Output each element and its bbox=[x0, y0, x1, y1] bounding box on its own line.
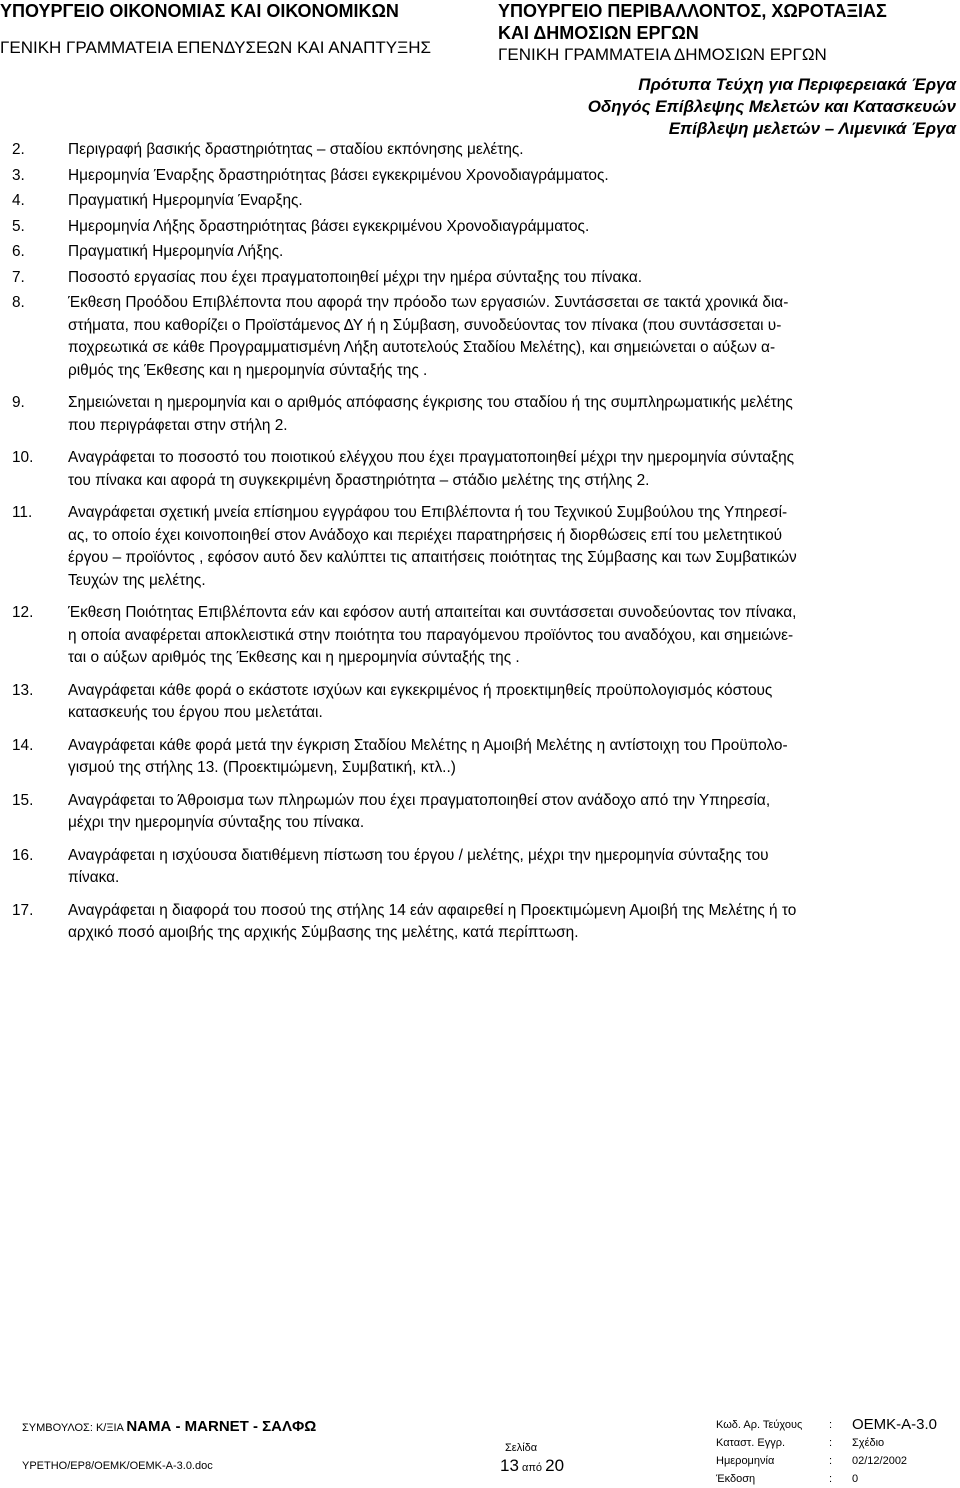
list-item bbox=[12, 735, 958, 780]
item-text-line: μέχρι την ημερομηνία σύνταξης του πίνακα. bbox=[68, 814, 365, 831]
list-item bbox=[12, 241, 958, 264]
item-text-line: Σημειώνεται η ημερομηνία και ο αριθμός απόφασης έγκρισης του σταδίου ή της συμπληρωματικής μελέτης bbox=[68, 394, 793, 411]
item-number: 8. bbox=[12, 294, 25, 311]
meta-colon: : bbox=[829, 1437, 833, 1449]
item-text-line: Αναγράφεται κάθε φορά ο εκάστοτε ισχύων και εγκεκριμένος ή προεκτιμηθείς προϋπολογισμός κόστους bbox=[68, 681, 773, 699]
secretariat-left: ΓΕΝΙΚΗ ΓΡΑΜΜΑΤΕΙΑ ΕΠΕΝΔΥΣΕΩΝ ΚΑΙ ΑΝΑΠΤΥΞΗΣ bbox=[0, 38, 431, 57]
item-text: Περιγραφή βασικής δραστηριότητας – σταδίου εκπόνησης μελέτης. bbox=[68, 141, 524, 158]
item-text-line: Τευχών της μελέτης. bbox=[68, 571, 206, 589]
item-number: 11. bbox=[12, 504, 33, 521]
meta-row bbox=[716, 1452, 956, 1470]
item-text-line: στήματα, που καθορίζει ο Προϊστάμενος ΔΥ ή η Σύμβαση, συνοδεύοντας τον πίνακα (που συντάσσεται υ- bbox=[68, 316, 782, 334]
list-item bbox=[12, 139, 958, 162]
list-item bbox=[12, 447, 958, 492]
list-item bbox=[12, 165, 958, 188]
page-label: Σελίδα bbox=[505, 1442, 538, 1454]
item-number: 4. bbox=[12, 192, 25, 209]
file-path: ΥΡΕΤΗΟ/ΕΡ8/ΟΕΜΚ/ΟΕΜΚ-Α-3.0.doc bbox=[22, 1460, 213, 1472]
list-item bbox=[12, 502, 958, 592]
meta-key: Καταστ. Εγγρ. bbox=[716, 1437, 786, 1449]
item-number: 3. bbox=[12, 166, 25, 184]
ministry-title-right-line2: ΚΑΙ ΔΗΜΟΣΙΩΝ ΕΡΓΩΝ bbox=[498, 23, 699, 43]
page-number bbox=[500, 1456, 564, 1476]
list-item bbox=[12, 680, 958, 725]
current-page: 13 bbox=[500, 1456, 519, 1475]
item-text: Πραγματική Ημερομηνία Λήξης. bbox=[68, 243, 284, 260]
list-item bbox=[12, 900, 958, 945]
item-number: 14. bbox=[12, 736, 34, 754]
meta-colon: : bbox=[829, 1473, 833, 1485]
item-number: 2. bbox=[12, 141, 25, 158]
document-titles bbox=[588, 74, 956, 140]
item-number: 9. bbox=[12, 394, 25, 411]
notes-list bbox=[12, 139, 958, 945]
consultant-name: ΝΑΜΑ - MARNET - ΣΑΛΦΩ bbox=[126, 1418, 317, 1435]
list-item bbox=[12, 216, 958, 239]
total-pages: 20 bbox=[545, 1456, 565, 1475]
item-text-line: ποχρεωτικά σε κάθε Προγραμματισμένη Λήξη αυτοτελούς Σταδίου Μελέτης), και σημειώνεται ο αύξων α- bbox=[68, 339, 776, 356]
item-text-line: Αναγράφεται το Άθροισμα των πληρωμών που έχει πραγματοποιηθεί στον ανάδοχο από την Υπηρεσία, bbox=[68, 791, 771, 809]
list-item bbox=[12, 602, 958, 670]
meta-row bbox=[716, 1434, 956, 1452]
item-text: Ημερομηνία Έναρξης δραστηριότητας βάσει εγκεκριμένου Χρονοδιαγράμματος. bbox=[68, 166, 609, 184]
item-number: 7. bbox=[12, 268, 25, 286]
meta-key: Έκδοση bbox=[716, 1473, 756, 1485]
item-text-line: του πίνακα και αφορά τη συγκεκριμένη δραστηριότητα – στάδιο μελέτης της στήλης 2. bbox=[68, 471, 650, 489]
ministry-title-right-line1: ΥΠΟΥΡΓΕΙΟ ΠΕΡΙΒΑΛΛΟΝΤΟΣ, ΧΩΡΟΤΑΞΙΑΣ bbox=[498, 1, 887, 21]
item-text-line: γισμού της στήλης 13. (Προεκτιμώμενη, Συμβατική, κτλ..) bbox=[68, 759, 456, 776]
secretariat-right: ΓΕΝΙΚΗ ΓΡΑΜΜΑΤΕΙΑ ΔΗΜΟΣΙΩΝ ΕΡΓΩΝ bbox=[498, 45, 827, 64]
doc-title-line2: Οδηγός Επίβλεψης Μελετών και Κατασκευών bbox=[587, 97, 956, 116]
meta-value: 02/12/2002 bbox=[852, 1455, 908, 1467]
item-number: 12. bbox=[12, 604, 34, 621]
item-text-line: ριθμός της Έκθεσης και η ημερομηνία σύνταξής της . bbox=[68, 361, 428, 379]
item-text-line: πίνακα. bbox=[68, 869, 120, 886]
item-text-line: αρχικό ποσό αμοιβής της αρχικής Σύμβασης της μελέτης, κατά περίπτωση. bbox=[68, 924, 579, 941]
item-text-line: έργου – προϊόντος , εφόσον αυτό δεν καλύπτει τις απαιτήσεις ποιότητας της Σύμβασης και των Συμβατικών bbox=[68, 549, 797, 566]
page-of: από bbox=[521, 1462, 543, 1474]
list-item bbox=[12, 392, 958, 437]
item-text-line: Αναγράφεται η διαφορά του ποσού της στήλης 14 εάν αφαιρεθεί η Προεκτιμώμενη Αμοιβή της Μελέτης ή το bbox=[68, 901, 797, 919]
item-number: 10. bbox=[12, 449, 34, 466]
meta-value: ΟΕΜΚ-Α-3.0 bbox=[852, 1416, 938, 1433]
list-item bbox=[12, 845, 958, 890]
item-text-line: Αναγράφεται κάθε φορά μετά την έγκριση Σταδίου Μελέτης η Αμοιβή Μελέτης η αντίστοιχη του Προϋπολο- bbox=[68, 736, 788, 754]
item-text: Πραγματική Ημερομηνία Έναρξης. bbox=[68, 192, 303, 209]
item-text-line: ας, το οποίο έχει κοινοποιηθεί στον Ανάδοχο και περιέχει παρατηρήσεις ή διορθώσεις επί του μελετητικού bbox=[68, 526, 783, 544]
list-item bbox=[12, 790, 958, 835]
meta-row bbox=[716, 1470, 956, 1488]
header-left bbox=[0, 0, 470, 59]
document-meta bbox=[716, 1416, 956, 1488]
consultant bbox=[22, 1418, 316, 1435]
item-number: 16. bbox=[12, 846, 34, 864]
page-footer bbox=[0, 1410, 960, 1485]
meta-colon: : bbox=[829, 1419, 833, 1431]
ministry-title-left: ΥΠΟΥΡΓΕΙΟ ΟΙΚΟΝΟΜΙΑΣ ΚΑΙ ΟΙΚΟΝΟΜΙΚΩΝ bbox=[0, 1, 399, 21]
item-text-line: που περιγράφεται στην στήλη 2. bbox=[68, 416, 288, 434]
item-text-line: κατασκευής του έργου που μελετάται. bbox=[68, 704, 323, 721]
meta-colon: : bbox=[829, 1455, 833, 1467]
item-number: 17. bbox=[12, 901, 34, 919]
item-text-line: ται ο αύξων αριθμός της Έκθεσης και η ημερομηνία σύνταξής της . bbox=[68, 649, 520, 666]
item-number: 15. bbox=[12, 791, 34, 809]
item-text-line: η οποία αναφέρεται αποκλειστικά στην ποιότητα του παραγόμενου προϊόντος του αναδόχου, και σημειώνε- bbox=[68, 626, 794, 644]
item-text-line: Έκθεση Ποιότητας Επιβλέποντα εάν και εφόσον αυτή απαιτείται και συντάσσεται συνοδεύοντας τον πίνακα, bbox=[68, 604, 797, 621]
header-right bbox=[498, 0, 960, 66]
list-item bbox=[12, 292, 958, 382]
item-number: 13. bbox=[12, 681, 34, 699]
meta-value: Σχέδιο bbox=[852, 1437, 885, 1449]
consultant-label: ΣΥΜΒΟΥΛΟΣ: Κ/ΞΙΑ bbox=[22, 1422, 124, 1434]
item-text: Ημερομηνία Λήξης δραστηριότητας βάσει εγκεκριμένου Χρονοδιαγράμματος. bbox=[68, 217, 590, 235]
item-text-line: Αναγράφεται η ισχύουσα διατιθέμενη πίστωση του έργου / μελέτης, μέχρι την ημερομηνία σύνταξης του bbox=[68, 846, 769, 864]
item-number: 5. bbox=[12, 217, 25, 235]
meta-key: Κωδ. Αρ. Τεύχους bbox=[716, 1419, 803, 1431]
doc-title-line1: Πρότυπα Τεύχη για Περιφερειακά Έργα bbox=[638, 75, 956, 94]
list-item bbox=[12, 190, 958, 213]
item-text: Ποσοστό εργασίας που έχει πραγματοποιηθεί μέχρι την ημέρα σύνταξης του πίνακα. bbox=[68, 268, 643, 286]
meta-row bbox=[716, 1416, 956, 1434]
item-text-line: Έκθεση Προόδου Επιβλέποντα που αφορά την πρόοδο των εργασιών. Συντάσσεται σε τακτά χρονικά δια- bbox=[68, 294, 789, 311]
doc-title-line3: Επίβλεψη μελετών – Λιμενικά Έργα bbox=[668, 119, 956, 138]
item-number: 6. bbox=[12, 243, 25, 260]
meta-key: Ημερομηνία bbox=[716, 1455, 775, 1467]
item-text-line: Αναγράφεται σχετική μνεία επίσημου εγγράφου του Επιβλέποντα ή του Τεχνικού Συμβούλου της Υπηρεσί- bbox=[68, 504, 788, 521]
list-item bbox=[12, 267, 958, 290]
meta-value: 0 bbox=[852, 1473, 859, 1485]
item-text-line: Αναγράφεται το ποσοστό του ποιοτικού ελέγχου που έχει πραγματοποιηθεί μέχρι την ημερομηνία σύνταξης bbox=[68, 449, 795, 466]
